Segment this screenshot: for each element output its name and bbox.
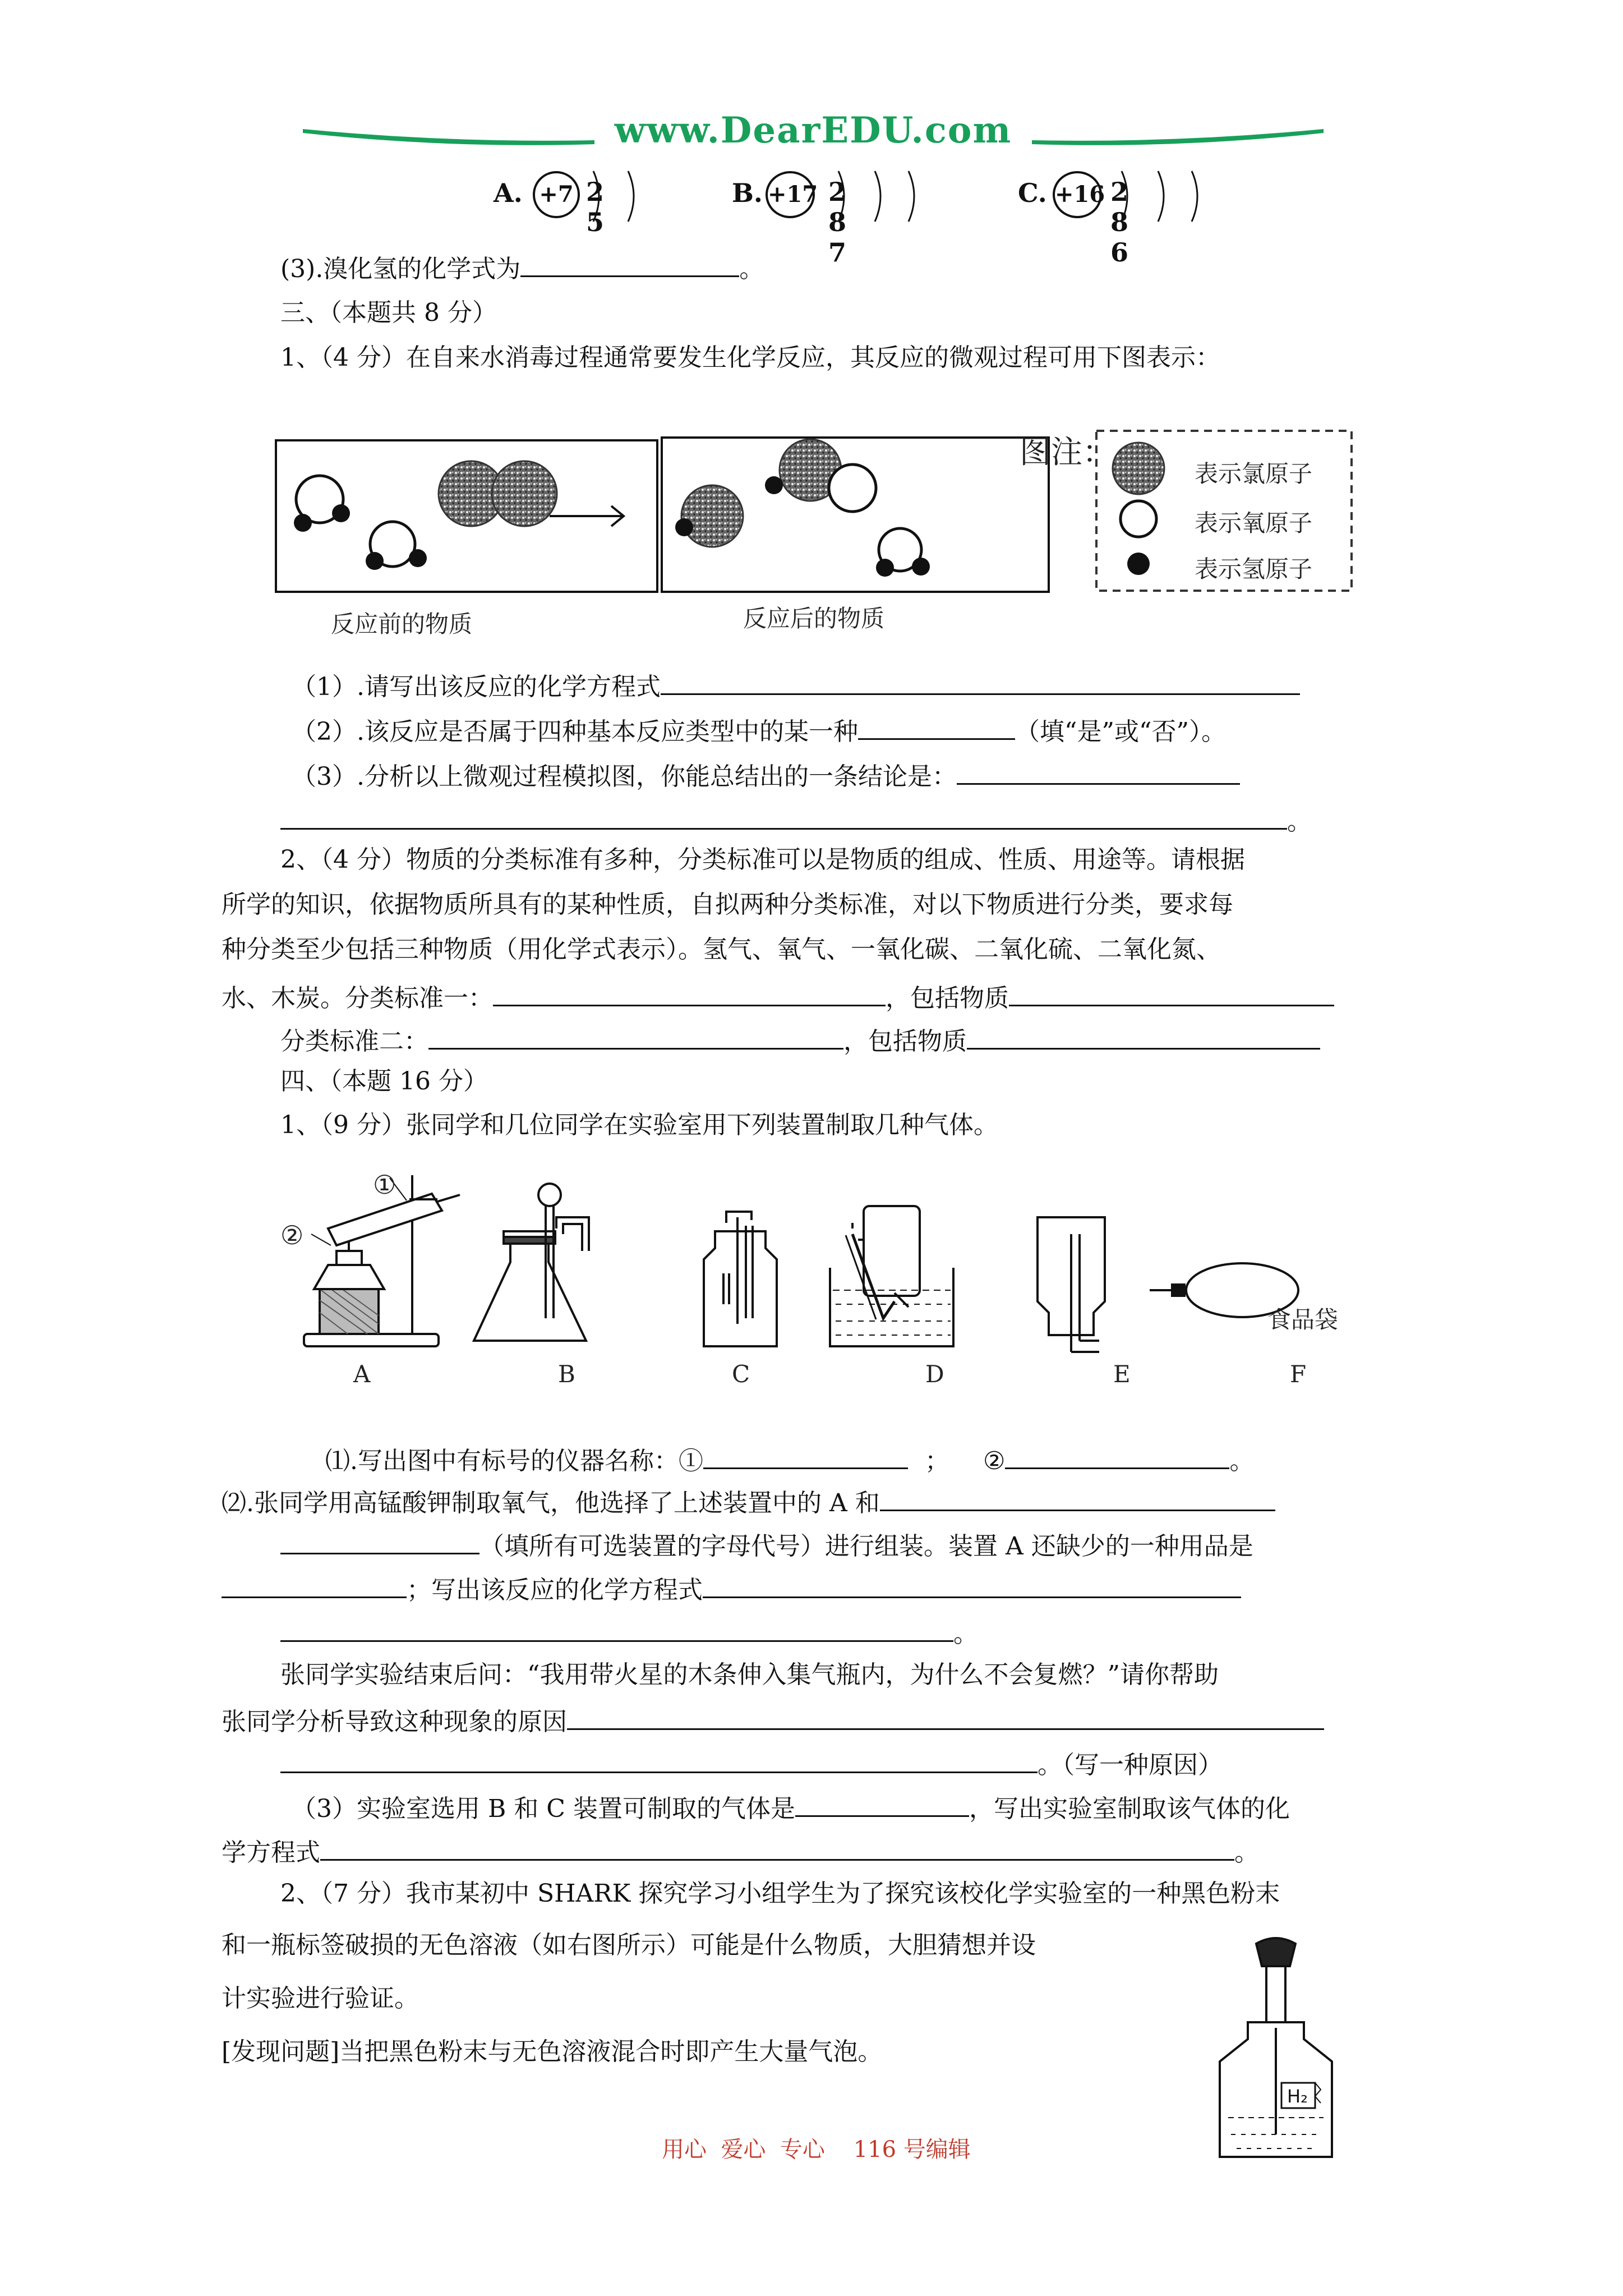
standard2-blank[interactable] [428,1022,843,1050]
nucleus-c: +16 [1053,171,1102,218]
q3-hbr-line [280,250,764,285]
before-caption: 反应前的物质 [331,610,473,638]
reaction-arrow-icon [550,506,624,526]
apparatus-label-b: B [558,1360,575,1388]
apparatus-diagram [269,1156,1391,1402]
apparatus-c-icon [704,1212,777,1346]
standard1-label: 水、木炭。分类标准一： [222,984,493,1013]
shell-arcs-a [578,165,656,227]
shells-c: 2 8 6 [1110,177,1141,268]
bag-label: 食品袋 [1267,1306,1339,1333]
reason-blank-2[interactable] [280,1746,1038,1773]
sec3-q1-2 [292,712,1226,748]
legend-o-label: 表示氧原子 [1195,509,1313,537]
circle2: ② [983,1447,1006,1475]
sec3-heading: 三、（本题共 8 分） [280,298,497,327]
hclo-molecule-icon [765,439,876,512]
sec3-q1-2-text: （2）.该反应是否属于四种基本反应类型中的某一种 [292,717,858,746]
sec3-q1-1 [292,668,1300,703]
header-banner [303,109,1324,160]
water-molecule-icon [366,522,427,570]
includes2-label: ，包括物质 [843,1027,967,1056]
site-url[interactable]: www.DearEDU.com [614,109,1012,151]
reason-hint: 。（写一种原因） [1038,1751,1223,1779]
mark-1: ① [373,1170,396,1200]
apparatus-label-e: E [1113,1360,1131,1388]
footer-text: 用心 爱心 专心 116 号编辑 [662,2137,971,2162]
sec3-q2-line5 [280,1022,1320,1057]
sec4-q1-2-eq-text: ；写出该反应的化学方程式 [407,1576,703,1604]
sec3-q2-line1: 2、（4 分）物质的分类标准有多种，分类标准可以是物质的组成、性质、用途等。请根据 [280,845,1245,874]
includes2-blank[interactable] [967,1022,1320,1050]
legend-h-icon [1127,553,1150,575]
nucleus-a: +7 [533,171,580,218]
after-caption: 反应后的物质 [743,605,885,632]
apparatus-b-icon [474,1184,589,1341]
period: 。 [1234,1838,1259,1867]
sec4-q1-2-line3 [222,1571,1241,1606]
option-a-label: A. [494,178,523,208]
sec3-q1-3-text: （3）.分析以上微观过程模拟图，你能总结出的一条结论是： [292,762,957,791]
mark-2: ② [280,1220,304,1250]
gas-blank[interactable] [795,1789,969,1817]
bottle-label: H₂ [1287,2086,1308,2107]
q3-hbr-text: (3).溴化氢的化学式为 [280,255,521,283]
sec3-q2-line3: 种分类至少包括三种物质（用化学式表示）。氢气、氧气、一氧化碳、二氧化硫、二氧化氮、 [222,935,1221,964]
legend-cl-icon [1113,443,1164,494]
hcl-molecule-icon [675,485,743,547]
apparatus-label-c: C [732,1360,750,1388]
sep: ； [925,1447,949,1475]
sec3-q2-line4 [222,979,1334,1014]
apparatus-label-a: A [353,1360,371,1388]
chlorine-molecule-icon [439,461,557,526]
standard1-blank[interactable] [493,979,886,1006]
legend-o-icon [1121,501,1156,537]
shell-arcs-b [816,165,928,227]
sec4-q1-2-line7 [280,1746,1223,1781]
sec4-q2-line1: 2、（7 分）我市某初中 SHARK 探究学习小组学生为了探究该校化学实验室的一种黑色粉末 [280,1879,1280,1908]
option-b-label: B. [732,178,763,208]
sec4-q2-line3: 计实验进行验证。 [222,1984,419,2013]
kmno4-equation-blank-1[interactable] [703,1571,1241,1598]
kmno4-equation-blank-2[interactable] [280,1614,953,1642]
includes1-label: ，包括物质 [886,984,1009,1013]
period: 。 [953,1619,978,1648]
shells-b: 2 8 7 [828,177,859,268]
apparatus-label-d: D [925,1360,944,1388]
water-molecule-icon [876,528,930,577]
sec4-heading: 四、（本题 16 分） [280,1067,488,1096]
sec3-q1-2-hint: （填“是”或“否”）。 [1015,717,1226,746]
sec4-q2-line4: [发现问题]当把黑色粉末与无色溶液混合时即产生大量气泡。 [222,2037,883,2066]
apparatus-a-icon [304,1175,460,1346]
apparatus-d-icon [830,1206,953,1346]
sec4-q1-2-line6 [222,1703,1324,1738]
apparatus-choice-blank-2[interactable] [280,1527,479,1554]
apparatus-e-icon [1038,1217,1105,1352]
apparatus-label-f: F [1290,1360,1307,1388]
legend-cl-label: 表示氯原子 [1195,460,1313,487]
sec4-q2-line2: 和一瓶标签破损的无色溶液（如右图所示）可能是什么物质，大胆猜想并设 [222,1931,1036,1959]
yes-no-blank[interactable] [858,712,1015,740]
sec4-q1-2-text: ⑵.张同学用高锰酸钾制取氧气，他选择了上述装置中的 A 和 [222,1489,880,1517]
q3-hbr-end: 。 [739,255,764,283]
conclusion-blank-1[interactable] [957,757,1240,785]
equation-blank[interactable] [661,668,1300,695]
q3-hbr-blank[interactable] [520,250,739,277]
sec3-q1-3 [292,757,1240,793]
sec4-q1-intro: 1、（9 分）张同学和几位同学在实验室用下列装置制取几种气体。 [280,1111,998,1139]
sec4-q1-1-text: ⑴.写出图中有标号的仪器名称：① [325,1447,703,1475]
option-c-label: C. [1018,178,1047,208]
sec4-q1-3-line1 [292,1789,1290,1825]
sec4-q1-3-cont: ，写出实验室制取该气体的化 [969,1795,1290,1823]
instrument1-blank[interactable] [703,1442,908,1469]
gas-equation-blank[interactable] [320,1833,1234,1861]
sec4-q1-2-hint: （填所有可选装置的字母代号）进行组装。装置 A 还缺少的一种用品是 [479,1532,1253,1561]
shells-a: 2 5 [586,177,612,237]
standard2-label: 分类标准二： [280,1027,428,1056]
sec3-q1-3-cont [280,802,1312,838]
sec4-q1-2-line4 [280,1614,978,1650]
period: 。 [1229,1447,1255,1475]
sec4-q1-3-eq-text: 学方程式 [222,1838,320,1867]
instrument2-blank[interactable] [1005,1442,1229,1469]
reagent-bottle-icon [1206,1932,1352,2168]
sec4-q1-2-line1 [222,1484,1275,1519]
sec3-q1-intro: 1、（4 分）在自来水消毒过程通常要发生化学反应，其反应的微观过程可用下图表示： [280,343,1220,372]
sec4-q1-2-reason-text: 张同学分析导致这种现象的原因 [222,1708,567,1736]
sec3-q1-1-text: （1）.请写出该反应的化学方程式 [292,673,661,701]
apparatus-choice-blank-1[interactable] [880,1484,1275,1511]
reason-blank-1[interactable] [567,1703,1324,1730]
legend-h-label: 表示氢原子 [1195,555,1313,583]
water-molecule-icon [294,476,350,532]
sec4-q1-1 [325,1442,1254,1477]
missing-item-blank[interactable] [222,1571,407,1598]
includes1-blank[interactable] [1009,979,1334,1006]
sec3-q2-line2: 所学的知识，依据物质所具有的某种性质，自拟两种分类标准，对以下物质进行分类，要求每 [222,890,1233,919]
sec4-q1-2-line5: 张同学实验结束后问：“我用带火星的木条伸入集气瓶内，为什么不会复燃？”请你帮助 [280,1660,1219,1689]
sec4-q1-3-text: （3）实验室选用 B 和 C 装置可制取的气体是 [292,1795,795,1823]
sec4-q1-3-line2 [222,1833,1259,1869]
sec4-q1-2-line2 [280,1527,1253,1562]
period: 。 [1287,807,1312,836]
legend-title: 图注： [1020,434,1114,471]
conclusion-blank-2[interactable] [280,802,1287,830]
shell-arcs-c [1102,165,1214,227]
nucleus-b: +17 [766,171,815,218]
